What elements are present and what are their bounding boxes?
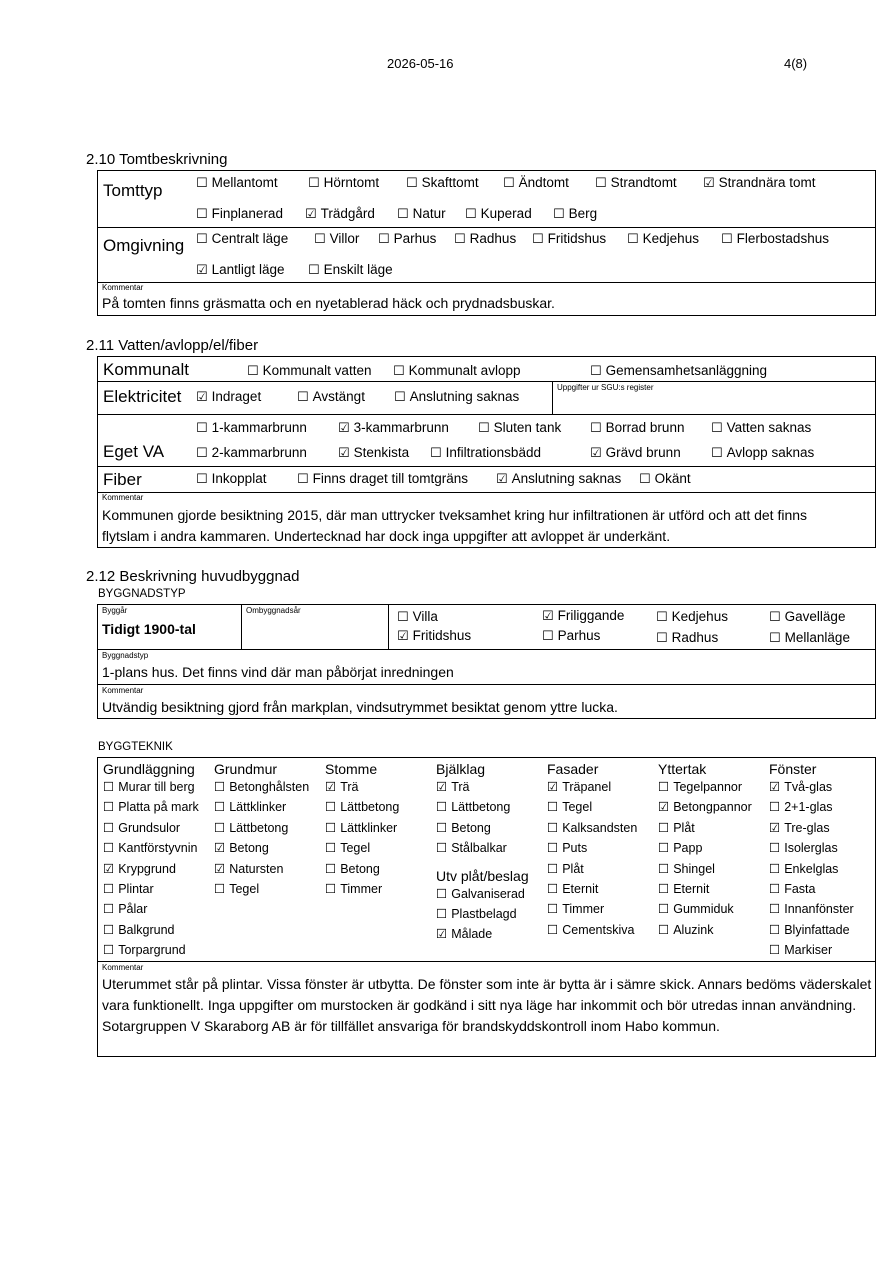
checkbox-icon: ☑ (214, 840, 226, 856)
teknik-checkbox-label: Trä (451, 780, 470, 794)
checkbox-icon: ☐ (325, 860, 337, 876)
checkbox-icon: ☐ (297, 390, 309, 405)
checkbox-mellanlage[interactable]: ☐ Mellanläge (769, 630, 850, 646)
checkbox-icon: ☐ (314, 232, 326, 247)
checkbox-icon: ☐ (196, 446, 208, 461)
teknik-checkbox[interactable] (769, 861, 854, 881)
teknik-column (436, 760, 529, 947)
checkbox-icon: ☑ (547, 779, 559, 794)
checkbox-icon: ☐ (658, 860, 670, 876)
checkbox-icon: ☐ (436, 819, 448, 835)
teknik-checkbox-label: Stålbalkar (451, 841, 507, 856)
checkbox-icon: ☐ (590, 364, 602, 379)
checkbox-okant[interactable]: ☐ Okänt (639, 471, 691, 487)
checkbox-icon: ☑ (436, 779, 448, 794)
kommentar-label: Kommentar (102, 283, 144, 292)
checkbox-icon: ☐ (196, 232, 208, 247)
checkbox-icon: ☐ (590, 421, 602, 436)
teknik-checkbox[interactable] (436, 820, 529, 840)
checkbox-icon: ☐ (553, 207, 565, 222)
teknik-column (769, 760, 854, 963)
checkbox-icon: ☐ (196, 472, 208, 487)
checkbox-radhus[interactable]: ☐ Radhus (454, 231, 517, 247)
teknik-checkbox[interactable] (325, 881, 399, 901)
teknik-checkbox-label: Lättbetong (451, 800, 511, 815)
teknik-checkbox-label: Trä (340, 780, 359, 794)
teknik-column-title: Bjälklag (436, 761, 486, 777)
teknik-checkbox[interactable] (214, 861, 309, 881)
teknik-checkbox-label: Betong (451, 820, 491, 835)
checkbox-icon: ☐ (542, 629, 554, 644)
teknik-checkbox[interactable] (436, 886, 529, 906)
teknik-checkbox-label: Gummiduk (673, 902, 734, 917)
checkbox-avlopp-saknas[interactable]: ☐ Avlopp saknas (711, 445, 815, 461)
teknik-checkbox-label: Cementskiva (562, 922, 635, 937)
checkbox-andtomt[interactable]: ☐ Ändtomt (503, 175, 569, 191)
teknik-checkbox-label: Eternit (673, 881, 710, 896)
teknik-checkbox[interactable] (658, 779, 752, 799)
checkbox-icon: ☐ (658, 779, 670, 794)
teknik-checkbox-label: Lättbetong (229, 820, 289, 835)
checkbox-icon: ☐ (769, 610, 781, 625)
checkbox-icon: ☑ (196, 263, 208, 278)
checkbox-icon: ☐ (325, 819, 337, 835)
checkbox-kedjehus-typ[interactable]: ☐ Kedjehus (656, 609, 728, 625)
checkbox-icon: ☐ (214, 799, 226, 815)
teknik-checkbox[interactable] (214, 881, 309, 901)
checkbox-icon: ☐ (393, 364, 405, 379)
teknik-checkbox[interactable] (769, 820, 854, 840)
teknik-checkbox-label: Papp (673, 841, 703, 856)
checkbox-parhus[interactable]: ☐ Parhus (378, 231, 437, 247)
teknik-checkbox-label: Betongpannor (673, 800, 752, 815)
checkbox-icon: ☐ (769, 921, 781, 937)
teknik-checkbox[interactable] (214, 799, 309, 819)
checkbox-2-kammarbrunn[interactable]: ☐ 2-kammarbrunn (196, 445, 307, 461)
byggar-value: Tidigt 1900-tal (102, 621, 196, 637)
tomt-kommentar: På tomten finns gräsmatta och en nyetablerad häck och prydnadsbuskar. (102, 295, 555, 311)
teknik-subtitle: Utv plåt/beslag (436, 867, 529, 884)
checkbox-icon: ☐ (547, 860, 559, 876)
checkbox-icon: ☐ (103, 901, 115, 917)
teknik-checkbox-label: Galvaniserad (451, 886, 525, 901)
teknik-checkbox[interactable] (103, 820, 199, 840)
checkbox-icon: ☐ (595, 176, 607, 191)
teknik-column-title: Yttertak (658, 761, 707, 777)
teknik-checkbox[interactable] (769, 922, 854, 942)
checkbox-icon: ☐ (769, 840, 781, 856)
checkbox-villa[interactable]: ☐ Villa (397, 609, 438, 625)
kommunalt-label: Kommunalt (103, 360, 189, 379)
checkbox-icon: ☐ (532, 232, 544, 247)
checkbox-icon: ☑ (397, 629, 409, 644)
teknik-checkbox-label: Isolerglas (784, 841, 838, 856)
teknik-checkbox[interactable] (325, 779, 399, 799)
checkbox-icon: ☐ (769, 942, 781, 958)
checkbox-finplanerad[interactable]: ☐ Finplanerad (196, 206, 283, 222)
teknik-checkbox[interactable] (214, 820, 309, 840)
byggteknik-head: BYGGTEKNIK (98, 741, 173, 753)
checkbox-friliggande[interactable]: ☑ Friliggande (542, 608, 625, 624)
checkbox-icon: ☐ (214, 880, 226, 896)
checkbox-icon: ☑ (305, 207, 317, 222)
teknik-checkbox[interactable] (103, 799, 199, 819)
checkbox-tradgard[interactable]: ☑ Trädgård (305, 206, 375, 222)
teknik-checkbox[interactable] (658, 840, 752, 860)
checkbox-icon: ☐ (103, 840, 115, 856)
teknik-checkbox[interactable] (658, 881, 752, 901)
teknik-checkbox[interactable] (436, 926, 529, 946)
egetva-label: Eget VA (103, 442, 165, 461)
checkbox-icon: ☐ (711, 421, 723, 436)
teknik-checkbox-label: Lättklinker (340, 820, 398, 835)
kommentar-label: Kommentar (102, 963, 144, 972)
checkbox-icon: ☑ (703, 176, 715, 191)
checkbox-icon: ☐ (196, 176, 208, 191)
teknik-checkbox[interactable] (436, 799, 529, 819)
teknik-checkbox[interactable] (547, 901, 637, 921)
checkbox-icon: ☐ (769, 860, 781, 876)
omgivning-label: Omgivning (103, 236, 185, 255)
teknik-checkbox[interactable] (769, 840, 854, 860)
teknik-checkbox[interactable] (547, 820, 637, 840)
checkbox-icon: ☐ (430, 446, 442, 461)
checkbox-icon: ☐ (103, 779, 115, 794)
checkbox-icon: ☐ (325, 880, 337, 896)
teknik-checkbox-label: Enkelglas (784, 861, 839, 876)
checkbox-icon: ☑ (769, 819, 781, 835)
teknik-checkbox[interactable] (103, 779, 199, 799)
checkbox-vatten-saknas[interactable]: ☐ Vatten saknas (711, 420, 812, 436)
checkbox-icon: ☐ (436, 905, 448, 921)
teknik-checkbox[interactable] (214, 840, 309, 860)
teknik-checkbox-label: Träpanel (562, 780, 612, 794)
checkbox-icon: ☐ (397, 610, 409, 625)
teknik-checkbox[interactable] (658, 861, 752, 881)
teknik-checkbox[interactable] (325, 820, 399, 840)
teknik-checkbox-label: Tegel (562, 800, 593, 815)
teknik-checkbox-label: Torpargrund (118, 943, 186, 958)
byggnadstyp-value: 1-plans hus. Det finns vind där man påbörjat inredningen (102, 664, 454, 680)
checkbox-fritidshus[interactable]: ☐ Fritidshus (532, 231, 607, 247)
checkbox-gemensamhetsanlaggning[interactable]: ☐ Gemensamhetsanläggning (590, 363, 768, 379)
teknik-checkbox[interactable] (547, 861, 637, 881)
checkbox-icon: ☐ (103, 819, 115, 835)
checkbox-3-kammarbrunn[interactable]: ☑ 3-kammarbrunn (338, 420, 449, 436)
teknik-checkbox[interactable] (103, 942, 199, 962)
checkbox-icon: ☑ (496, 472, 508, 487)
checkbox-icon: ☐ (769, 799, 781, 815)
checkbox-centralt-lage[interactable]: ☐ Centralt läge (196, 231, 289, 247)
checkbox-finns-draget[interactable]: ☐ Finns draget till tomtgräns (297, 471, 468, 487)
checkbox-icon: ☐ (397, 207, 409, 222)
checkbox-icon: ☐ (656, 631, 668, 646)
checkbox-icon: ☐ (103, 880, 115, 896)
checkbox-icon: ☐ (436, 885, 448, 901)
checkbox-strandtomt[interactable]: ☐ Strandtomt (595, 175, 677, 191)
teknik-checkbox[interactable] (658, 820, 752, 840)
teknik-checkbox-label: Tre-glas (784, 820, 830, 835)
checkbox-icon: ☐ (769, 631, 781, 646)
checkbox-icon: ☐ (478, 421, 490, 436)
teknik-checkbox[interactable] (769, 799, 854, 819)
checkbox-icon: ☐ (378, 232, 390, 247)
checkbox-icon: ☐ (721, 232, 733, 247)
vatten-kommentar: Kommunen gjorde besiktning 2015, där man uttrycker tveksamhet kring hur infiltrationen är utförd och att det finns flytslam i andra kammaren. Undertecknad har dock inga uppgifter att avloppet är underkänt. (102, 507, 808, 544)
teknik-checkbox[interactable] (436, 779, 529, 799)
teknik-checkbox[interactable] (325, 861, 399, 881)
teknik-checkbox[interactable] (547, 779, 637, 799)
checkbox-icon: ☐ (103, 942, 115, 958)
checkbox-icon: ☐ (325, 840, 337, 856)
checkbox-icon: ☐ (406, 176, 418, 191)
checkbox-avstangt[interactable]: ☐ Avstängt (297, 389, 365, 405)
checkbox-icon: ☑ (325, 779, 337, 794)
teknik-checkbox[interactable] (436, 906, 529, 926)
kommentar-label: Kommentar (102, 686, 144, 695)
checkbox-flerbostadshus[interactable]: ☐ Flerbostadshus (721, 231, 829, 247)
teknik-checkbox[interactable] (103, 840, 199, 860)
checkbox-icon: ☐ (196, 421, 208, 436)
teknik-checkbox-label: Platta på mark (118, 800, 199, 815)
teknik-checkbox-label: Betonghålsten (229, 780, 310, 794)
section-title-bygg: 2.12 Beskrivning huvudbyggnad (86, 568, 300, 585)
checkbox-icon: ☑ (338, 421, 350, 436)
kommentar-label: Kommentar (102, 493, 144, 502)
teknik-column (103, 760, 199, 963)
teknik-checkbox-label: 2+1-glas (784, 800, 833, 815)
checkbox-icon: ☐ (436, 840, 448, 856)
teknik-column (658, 760, 752, 942)
teknik-checkbox[interactable] (769, 779, 854, 799)
checkbox-strandnara-tomt[interactable]: ☑ Strandnära tomt (703, 175, 816, 191)
checkbox-icon: ☐ (547, 880, 559, 896)
teknik-checkbox[interactable] (547, 840, 637, 860)
teknik-column (325, 760, 399, 901)
checkbox-icon: ☐ (308, 176, 320, 191)
teknik-checkbox-label: Pålar (118, 902, 148, 917)
checkbox-icon: ☐ (656, 610, 668, 625)
teknik-checkbox-label: Kalksandsten (562, 820, 638, 835)
teknik-column-title: Fönster (769, 761, 817, 777)
checkbox-sluten-tank[interactable]: ☐ Sluten tank (478, 420, 562, 436)
teknik-checkbox-label: Lättbetong (340, 800, 400, 815)
teknik-column-title: Stomme (325, 761, 378, 777)
teknik-checkbox-label: Plåt (562, 861, 584, 876)
checkbox-icon: ☐ (547, 840, 559, 856)
checkbox-1-kammarbrunn[interactable]: ☐ 1-kammarbrunn (196, 420, 307, 436)
checkbox-gravd-brunn[interactable]: ☑ Grävd brunn (590, 445, 681, 461)
byggnadstyp-label: Byggnadstyp (102, 651, 149, 660)
checkbox-icon: ☑ (590, 446, 602, 461)
checkbox-icon: ☐ (769, 880, 781, 896)
teknik-checkbox-label: Målade (451, 927, 493, 942)
teknik-checkbox[interactable] (103, 901, 199, 921)
ombyggnad-label: Ombyggnadsår (246, 606, 301, 615)
checkbox-enskilt-lage[interactable]: ☐ Enskilt läge (308, 262, 393, 278)
checkbox-kommunalt-vatten[interactable]: ☐ Kommunalt vatten (247, 363, 372, 379)
checkbox-icon: ☐ (103, 921, 115, 937)
checkbox-infiltrationsbadd[interactable]: ☐ Infiltrationsbädd (430, 445, 541, 461)
checkbox-icon: ☑ (338, 446, 350, 461)
teknik-checkbox[interactable] (769, 901, 854, 921)
teknik-kommentar: Uterummet står på plintar. Vissa fönster är utbytta. De fönster som inte är bytta är i sämre skick. Annars bedöms väderskalet vara funktionellt. Inga uppgifter om murstocken är godkänd i sitt nya läge har inkommit och bör utredas innan användning. Sotargruppen V Skaraborg AB är för tillfället ansvariga för brandskyddskontroll inom Habo kommun. (102, 976, 872, 1034)
teknik-checkbox-label: Tegelpannor (673, 780, 743, 794)
teknik-checkbox-label: Plastbelagd (451, 906, 517, 921)
teknik-checkbox[interactable] (547, 799, 637, 819)
checkbox-anslutning-saknas-el[interactable]: ☐ Anslutning saknas (394, 389, 520, 405)
checkbox-icon: ☑ (196, 390, 208, 405)
checkbox-inkopplat[interactable]: ☐ Inkopplat (196, 471, 267, 487)
checkbox-icon: ☐ (196, 207, 208, 222)
checkbox-icon: ☑ (542, 609, 554, 624)
teknik-checkbox[interactable] (436, 840, 529, 860)
checkbox-icon: ☐ (639, 472, 651, 487)
teknik-column-title: Fasader (547, 761, 599, 777)
byggnadstyp-head: BYGGNADSTYP (98, 588, 186, 600)
teknik-checkbox[interactable] (658, 922, 752, 942)
checkbox-stenkista[interactable]: ☑ Stenkista (338, 445, 410, 461)
teknik-checkbox-label: Kantförstyvnin (118, 841, 198, 856)
teknik-checkbox-label: Tegel (229, 881, 260, 896)
checkbox-icon: ☐ (658, 901, 670, 917)
checkbox-icon: ☐ (454, 232, 466, 247)
checkbox-icon: ☐ (214, 819, 226, 835)
elektricitet-label: Elektricitet (103, 387, 182, 406)
teknik-checkbox-label: Natursten (229, 861, 284, 876)
checkbox-icon: ☐ (547, 799, 559, 815)
checkbox-anslutning-saknas-fiber[interactable]: ☑ Anslutning saknas (496, 471, 622, 487)
checkbox-icon: ☐ (658, 819, 670, 835)
checkbox-kommunalt-avlopp[interactable]: ☐ Kommunalt avlopp (393, 363, 521, 379)
checkbox-mellantomt[interactable]: ☐ Mellantomt (196, 175, 278, 191)
checkbox-horntomt[interactable]: ☐ Hörntomt (308, 175, 380, 191)
sgu-label: Uppgifter ur SGU:s register (557, 383, 654, 392)
checkbox-icon: ☐ (658, 840, 670, 856)
fiber-label: Fiber (103, 470, 142, 489)
checkbox-icon: ☐ (547, 921, 559, 937)
checkbox-parhus-typ[interactable]: ☐ Parhus (542, 628, 601, 644)
checkbox-icon: ☑ (214, 860, 226, 876)
teknik-checkbox-label: Eternit (562, 881, 599, 896)
teknik-checkbox-label: Aluzink (673, 922, 714, 937)
checkbox-icon: ☐ (103, 799, 115, 815)
teknik-checkbox-label: Balkgrund (118, 922, 175, 937)
teknik-checkbox-label: Timmer (562, 902, 605, 917)
teknik-checkbox[interactable] (214, 779, 309, 799)
checkbox-icon: ☑ (769, 779, 781, 794)
teknik-checkbox[interactable] (103, 922, 199, 942)
checkbox-fritidshus-typ[interactable]: ☑ Fritidshus (397, 628, 472, 644)
teknik-checkbox-label: Markiser (784, 943, 833, 958)
teknik-checkbox[interactable] (325, 840, 399, 860)
teknik-checkbox-label: Betong (340, 861, 380, 876)
checkbox-icon: ☐ (769, 901, 781, 917)
checkbox-icon: ☑ (436, 926, 448, 942)
checkbox-icon: ☐ (308, 263, 320, 278)
teknik-checkbox-label: Lättklinker (229, 800, 287, 815)
teknik-checkbox-label: Shingel (673, 861, 715, 876)
teknik-column (547, 760, 637, 942)
checkbox-berg[interactable]: ☐ Berg (553, 206, 598, 222)
teknik-checkbox-label: Plintar (118, 881, 154, 896)
teknik-column-title: Grundmur (214, 761, 278, 777)
teknik-checkbox-label: Tegel (340, 841, 371, 856)
teknik-checkbox[interactable] (103, 881, 199, 901)
teknik-checkbox-label: Murar till berg (118, 780, 195, 794)
checkbox-icon: ☐ (547, 819, 559, 835)
byggar-label: Byggår (102, 606, 128, 615)
teknik-checkbox-label: Fasta (784, 881, 816, 896)
checkbox-icon: ☐ (658, 921, 670, 937)
teknik-checkbox-label: Innanfönster (784, 902, 854, 917)
checkbox-villor[interactable]: ☐ Villor (314, 231, 360, 247)
checkbox-icon: ☑ (658, 799, 670, 815)
page-date: 2026-05-16 (387, 56, 454, 71)
checkbox-icon: ☐ (247, 364, 259, 379)
teknik-checkbox-label: Plåt (673, 820, 695, 835)
teknik-checkbox-label: Grundsulor (118, 820, 181, 835)
teknik-checkbox[interactable] (325, 799, 399, 819)
teknik-checkbox[interactable] (658, 799, 752, 819)
checkbox-icon: ☐ (297, 472, 309, 487)
teknik-checkbox[interactable] (769, 881, 854, 901)
checkbox-radhus-typ[interactable]: ☐ Radhus (656, 630, 719, 646)
checkbox-indraget[interactable]: ☑ Indraget (196, 389, 262, 405)
checkbox-kuperad[interactable]: ☐ Kuperad (465, 206, 532, 222)
bygg-kommentar: Utvändig besiktning gjord från markplan, vindsutrymmet besiktat genom yttre lucka. (102, 699, 618, 715)
checkbox-borrad-brunn[interactable]: ☐ Borrad brunn (590, 420, 685, 436)
checkbox-icon: ☐ (711, 446, 723, 461)
teknik-checkbox-label: Puts (562, 841, 588, 856)
checkbox-icon: ☐ (394, 390, 406, 405)
checkbox-icon: ☐ (547, 901, 559, 917)
section-title-vatten: 2.11 Vatten/avlopp/el/fiber (86, 337, 259, 354)
teknik-checkbox-label: Betong (229, 841, 269, 856)
teknik-checkbox[interactable] (103, 861, 199, 881)
teknik-checkbox-label: Två-glas (784, 780, 833, 794)
teknik-column-title: Grundläggning (103, 761, 195, 777)
checkbox-icon: ☐ (658, 880, 670, 896)
checkbox-icon: ☐ (627, 232, 639, 247)
teknik-checkbox[interactable] (769, 942, 854, 962)
section-title-tomt: 2.10 Tomtbeskrivning (86, 151, 228, 168)
checkbox-gavellage[interactable]: ☐ Gavelläge (769, 609, 846, 625)
teknik-checkbox-label: Krypgrund (118, 861, 176, 876)
checkbox-natur[interactable]: ☐ Natur (397, 206, 446, 222)
page-number: 4(8) (784, 56, 808, 71)
teknik-column (214, 760, 309, 901)
checkbox-icon: ☐ (503, 176, 515, 191)
checkbox-icon: ☑ (103, 860, 115, 876)
teknik-checkbox-label: Timmer (340, 881, 383, 896)
checkbox-icon: ☐ (325, 799, 337, 815)
checkbox-skafttomt[interactable]: ☐ Skafttomt (406, 175, 479, 191)
checkbox-kedjehus[interactable]: ☐ Kedjehus (627, 231, 699, 247)
teknik-checkbox[interactable] (658, 901, 752, 921)
tomttyp-label: Tomttyp (103, 181, 163, 200)
teknik-checkbox[interactable] (547, 881, 637, 901)
teknik-checkbox-label: Blyinfattade (784, 922, 850, 937)
teknik-checkbox[interactable] (547, 922, 637, 942)
checkbox-lantligt-lage[interactable]: ☑ Lantligt läge (196, 262, 285, 278)
checkbox-icon: ☐ (465, 207, 477, 222)
checkbox-icon: ☐ (214, 779, 226, 794)
checkbox-icon: ☐ (436, 799, 448, 815)
